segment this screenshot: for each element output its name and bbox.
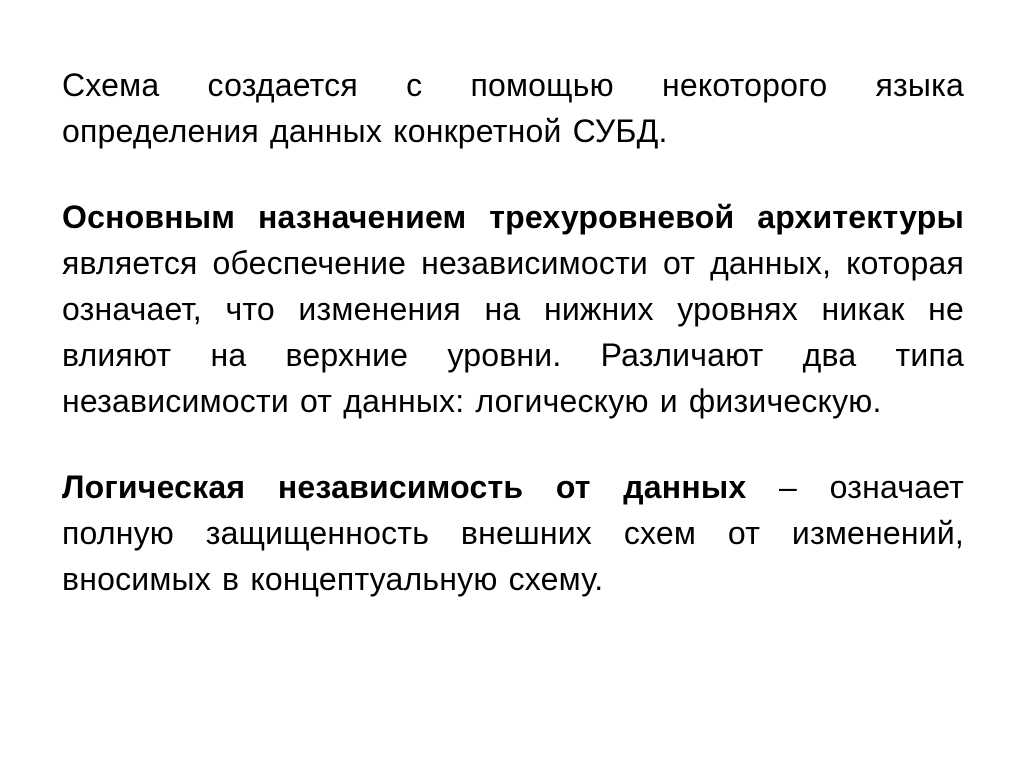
paragraph-schema-text: Схема создается с помощью некоторого языка определения данных конкретной СУБД. bbox=[62, 67, 964, 149]
paragraph-architecture-purpose-term: Основным назначением трехуровневой архитектуры bbox=[62, 199, 964, 235]
paragraph-schema bbox=[62, 62, 964, 154]
paragraph-architecture-purpose bbox=[62, 194, 964, 424]
paragraph-logical-independence-term: Логическая независимость от данных bbox=[62, 469, 747, 505]
paragraph-logical-independence bbox=[62, 464, 964, 602]
slide-content bbox=[62, 62, 964, 602]
paragraph-architecture-purpose-text: является обеспечение независимости от данных, которая означает, что изменения на нижних уровнях никак не влияют на верхние уровни. Различают два типа независимости от данных: логическую и физическую. bbox=[62, 245, 964, 419]
paragraph-logical-independence-text: – означает полную защищенность внешних схем от изменений, вносимых в концептуальную схему. bbox=[62, 469, 964, 597]
